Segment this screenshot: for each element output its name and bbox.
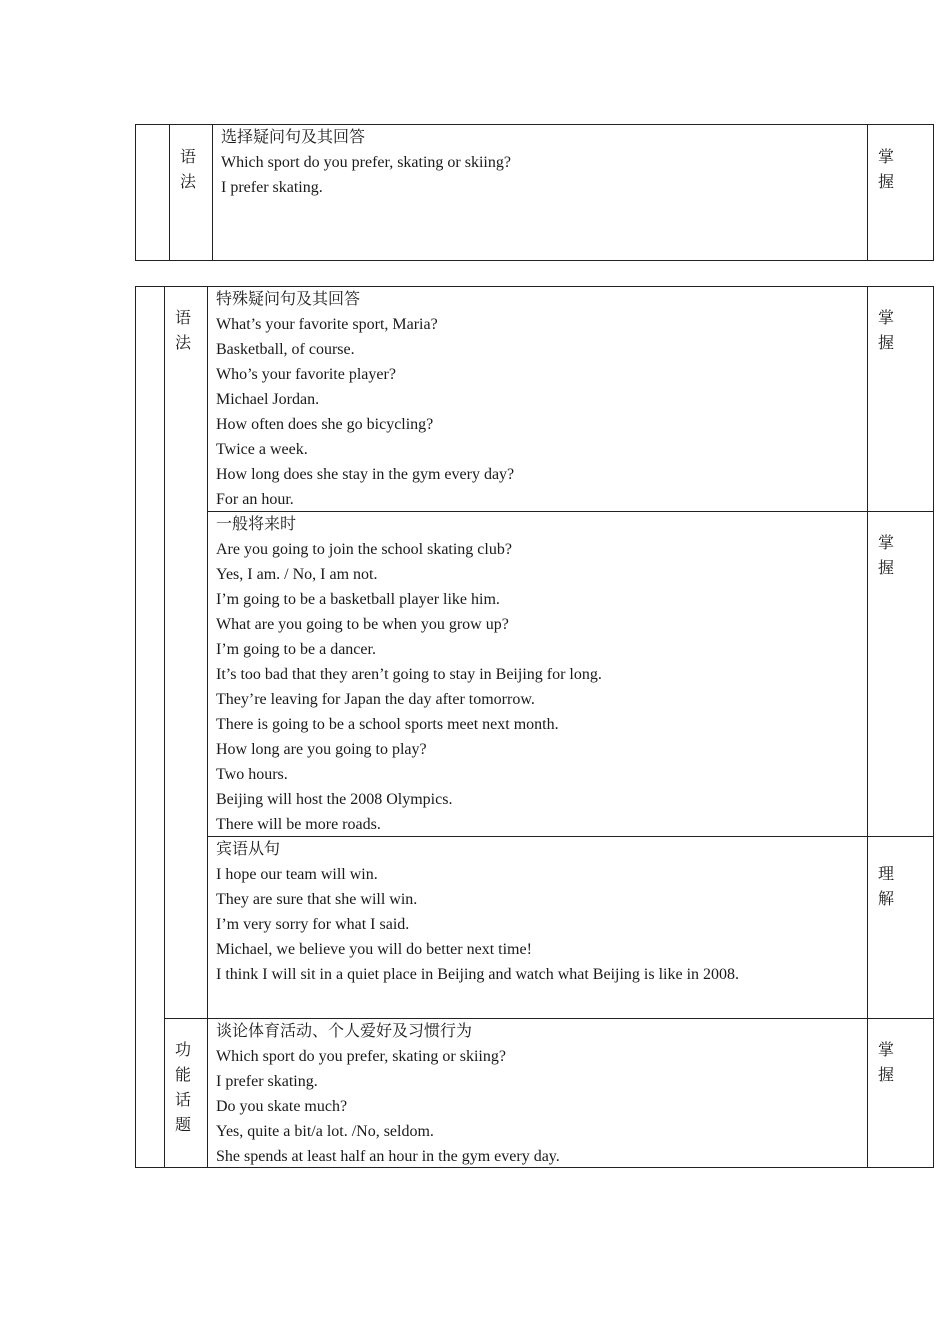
category-cell-grammar: 语 法 xyxy=(174,310,191,352)
content-cell-function-topics xyxy=(216,1019,560,1169)
example-sentence: I think I will sit in a quiet place in Beijing and watch what Beijing is like in 2008. xyxy=(216,966,740,983)
example-sentence: For an hour. xyxy=(216,491,294,508)
column-divider xyxy=(207,287,208,1167)
example-sentence: I prefer skating. xyxy=(221,179,323,196)
content-cell-simple-future xyxy=(216,512,602,837)
example-sentence: There will be more roads. xyxy=(216,816,381,833)
example-sentence: Do you skate much? xyxy=(216,1098,348,1115)
example-sentence: Beijing will host the 2008 Olympics. xyxy=(216,791,453,808)
example-sentence: It’s too bad that they aren’t going to stay in Beijing for long. xyxy=(216,666,602,683)
example-sentence: Which sport do you prefer, skating or skiing? xyxy=(216,1048,506,1065)
example-sentence: Twice a week. xyxy=(216,441,308,458)
example-sentence: Michael, we believe you will do better next time! xyxy=(216,941,532,958)
example-sentence: I prefer skating. xyxy=(216,1073,318,1090)
level-cell: 掌 握 xyxy=(877,310,894,352)
column-divider xyxy=(169,125,170,260)
level-cell: 掌 握 xyxy=(877,1042,894,1084)
category-cell-function: 功 能 话 题 xyxy=(174,1042,191,1134)
column-divider xyxy=(867,125,868,260)
example-sentence: They are sure that she will win. xyxy=(216,891,418,908)
example-sentence: I’m going to be a basketball player like him. xyxy=(216,591,500,608)
example-sentence: Who’s your favorite player? xyxy=(216,366,396,383)
example-sentence: I hope our team will win. xyxy=(216,866,378,883)
section-heading: 一般将来时 xyxy=(216,516,297,533)
column-divider xyxy=(164,287,165,1167)
section-heading: 选择疑问句及其回答 xyxy=(221,129,366,146)
example-sentence: Two hours. xyxy=(216,766,288,783)
example-sentence: Yes, quite a bit/a lot. /No, seldom. xyxy=(216,1123,434,1140)
grammar-table-choice-questions xyxy=(135,124,934,261)
example-sentence: How long are you going to play? xyxy=(216,741,427,758)
example-sentence: What are you going to be when you grow up? xyxy=(216,616,509,633)
content-cell-special-questions xyxy=(216,287,514,512)
column-divider xyxy=(212,125,213,260)
section-heading: 宾语从句 xyxy=(216,841,281,858)
example-sentence: Yes, I am. / No, I am not. xyxy=(216,566,378,583)
level-cell: 理 解 xyxy=(877,866,894,908)
example-sentence: Are you going to join the school skating club? xyxy=(216,541,512,558)
example-sentence: Basketball, of course. xyxy=(216,341,355,358)
level-cell: 掌 握 xyxy=(877,535,894,577)
example-sentence: Which sport do you prefer, skating or skiing? xyxy=(221,154,511,171)
grammar-function-table xyxy=(135,286,934,1168)
content-cell xyxy=(221,125,511,200)
column-divider xyxy=(867,287,868,1167)
example-sentence: I’m going to be a dancer. xyxy=(216,641,376,658)
example-sentence: How long does she stay in the gym every day? xyxy=(216,466,515,483)
content-cell-object-clauses xyxy=(216,837,739,987)
example-sentence: I’m very sorry for what I said. xyxy=(216,916,410,933)
example-sentence: There is going to be a school sports meet next month. xyxy=(216,716,559,733)
example-sentence: She spends at least half an hour in the gym every day. xyxy=(216,1148,560,1165)
category-cell: 语 法 xyxy=(179,149,196,191)
section-heading: 特殊疑问句及其回答 xyxy=(216,291,361,308)
section-heading: 谈论体育活动、个人爱好及习惯行为 xyxy=(216,1023,473,1040)
example-sentence: What’s your favorite sport, Maria? xyxy=(216,316,438,333)
example-sentence: How often does she go bicycling? xyxy=(216,416,434,433)
level-cell: 掌 握 xyxy=(877,149,894,191)
example-sentence: They’re leaving for Japan the day after tomorrow. xyxy=(216,691,535,708)
example-sentence: Michael Jordan. xyxy=(216,391,320,408)
